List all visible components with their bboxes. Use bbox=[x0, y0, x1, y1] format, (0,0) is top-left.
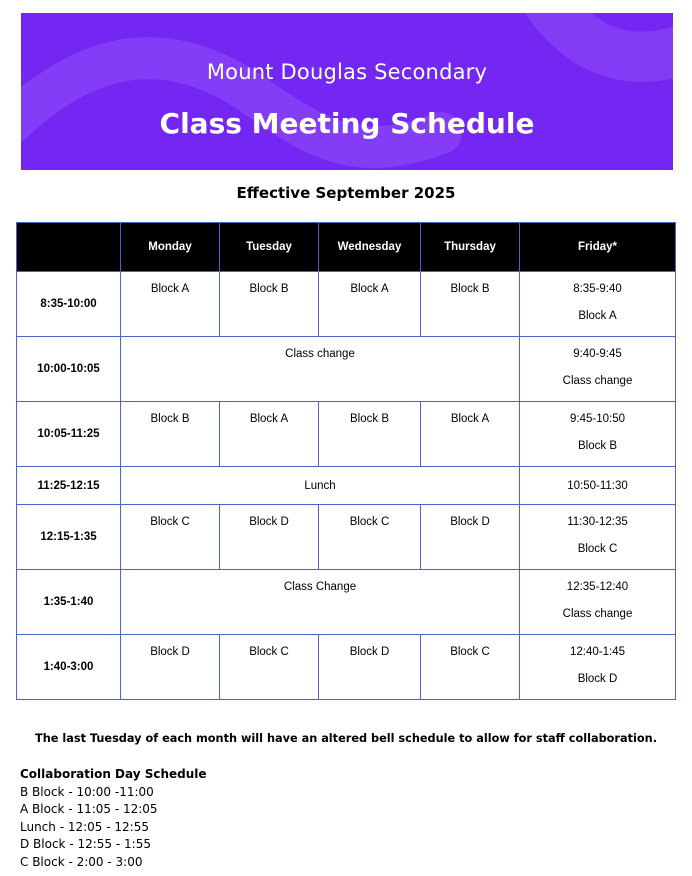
friday-cell bbox=[520, 272, 676, 337]
table-row bbox=[17, 570, 676, 635]
friday-time: 9:45-10:50 bbox=[570, 413, 625, 425]
time-cell: 10:05-11:25 bbox=[17, 402, 121, 467]
friday-block: Block A bbox=[578, 310, 617, 322]
collaboration-note: The last Tuesday of each month will have an altered bell schedule to allow for staff collaboration. bbox=[35, 732, 657, 745]
friday-block: Block C bbox=[577, 543, 618, 555]
schedule-table bbox=[16, 222, 676, 700]
friday-block: Class change bbox=[562, 608, 633, 620]
effective-date: Effective September 2025 bbox=[236, 184, 456, 202]
header-tuesday: Tuesday bbox=[220, 223, 319, 272]
block-cell: Block B bbox=[421, 272, 520, 337]
friday-cell bbox=[520, 337, 676, 402]
table-row bbox=[17, 635, 676, 700]
block-cell: Block D bbox=[121, 635, 220, 700]
time-cell: 8:35-10:00 bbox=[17, 272, 121, 337]
time-cell: 1:35-1:40 bbox=[17, 570, 121, 635]
block-cell: Block A bbox=[421, 402, 520, 467]
friday-time: 12:40-1:45 bbox=[570, 646, 625, 658]
friday-cell bbox=[520, 402, 676, 467]
wave-decoration bbox=[21, 13, 673, 170]
banner-title: Class Meeting Schedule bbox=[159, 107, 535, 140]
header-wednesday: Wednesday bbox=[319, 223, 421, 272]
friday-block: Class change bbox=[562, 375, 633, 387]
collaboration-schedule bbox=[20, 766, 207, 872]
block-cell: Block A bbox=[121, 272, 220, 337]
header-friday: Friday* bbox=[520, 223, 676, 272]
friday-block: Block B bbox=[578, 440, 617, 452]
time-cell: 10:00-10:05 bbox=[17, 337, 121, 402]
span-cell: Class Change bbox=[121, 570, 520, 635]
block-cell: Block B bbox=[121, 402, 220, 467]
friday-time: 9:40-9:45 bbox=[573, 348, 622, 360]
friday-cell bbox=[520, 635, 676, 700]
block-cell: Block C bbox=[121, 505, 220, 570]
block-cell: Block B bbox=[319, 402, 421, 467]
table-row bbox=[17, 467, 676, 505]
friday-time: 12:35-12:40 bbox=[566, 581, 629, 593]
block-cell: Block A bbox=[220, 402, 319, 467]
block-cell: Block D bbox=[220, 505, 319, 570]
list-item: C Block - 2:00 - 3:00 bbox=[20, 854, 143, 869]
table-row bbox=[17, 505, 676, 570]
time-cell: 11:25-12:15 bbox=[17, 467, 121, 505]
table-row bbox=[17, 402, 676, 467]
friday-time: 10:50-11:30 bbox=[520, 467, 676, 505]
school-name: Mount Douglas Secondary bbox=[206, 60, 488, 84]
list-item: D Block - 12:55 - 1:55 bbox=[20, 837, 151, 852]
time-cell: 12:15-1:35 bbox=[17, 505, 121, 570]
friday-block: Block D bbox=[577, 673, 618, 685]
block-cell: Block A bbox=[319, 272, 421, 337]
block-cell: Block B bbox=[220, 272, 319, 337]
span-cell: Class change bbox=[121, 337, 520, 402]
header-cell bbox=[17, 223, 121, 272]
list-item: Lunch - 12:05 - 12:55 bbox=[20, 819, 149, 834]
block-cell: Block D bbox=[421, 505, 520, 570]
time-cell: 1:40-3:00 bbox=[17, 635, 121, 700]
collaboration-heading: Collaboration Day Schedule bbox=[20, 767, 207, 781]
header-thursday: Thursday bbox=[421, 223, 520, 272]
block-cell: Block C bbox=[220, 635, 319, 700]
span-cell: Lunch bbox=[121, 467, 520, 505]
friday-cell bbox=[520, 570, 676, 635]
friday-time: 8:35-9:40 bbox=[573, 283, 622, 295]
list-item: A Block - 11:05 - 12:05 bbox=[20, 802, 158, 817]
header-monday: Monday bbox=[121, 223, 220, 272]
friday-cell bbox=[520, 505, 676, 570]
block-cell: Block C bbox=[319, 505, 421, 570]
header-banner bbox=[21, 13, 673, 170]
block-cell: Block C bbox=[421, 635, 520, 700]
list-item: B Block - 10:00 -11:00 bbox=[20, 784, 154, 799]
table-row bbox=[17, 337, 676, 402]
table-row bbox=[17, 272, 676, 337]
block-cell: Block D bbox=[319, 635, 421, 700]
table-header-row bbox=[17, 223, 676, 272]
friday-time: 11:30-12:35 bbox=[567, 516, 628, 528]
